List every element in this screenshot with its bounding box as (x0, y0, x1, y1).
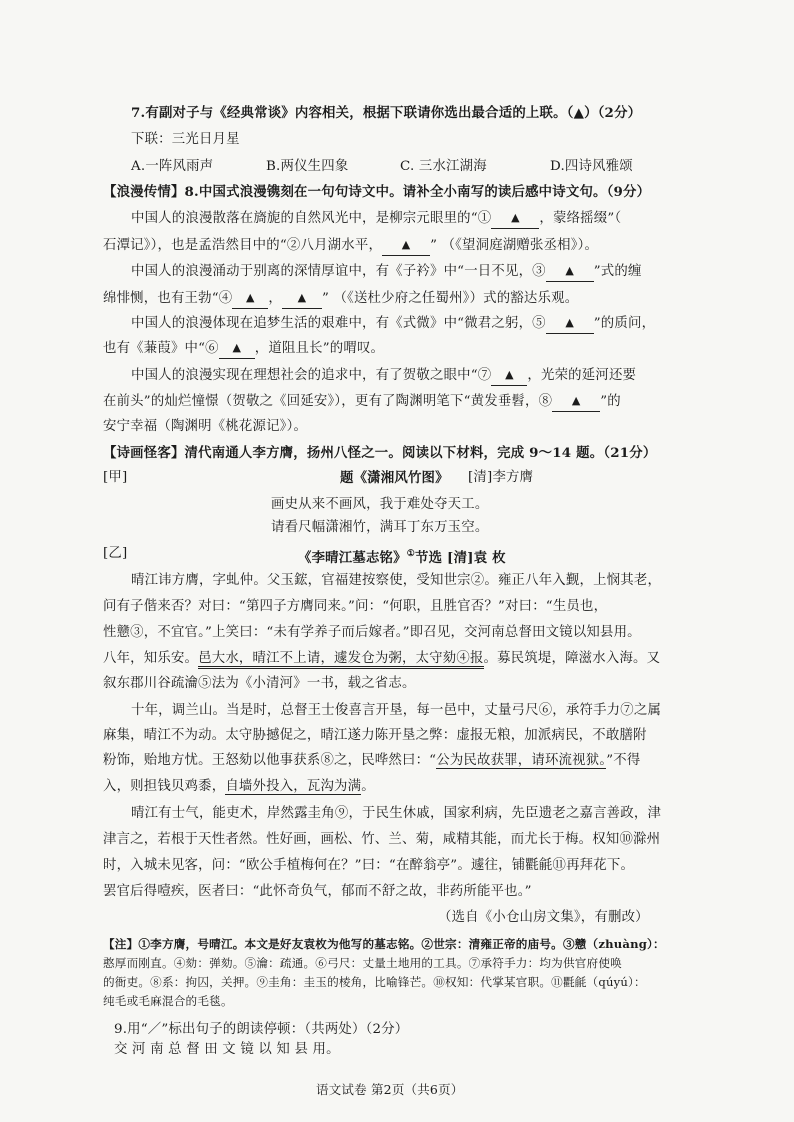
q8-p2-line2 (103, 289, 578, 309)
jia-poem-line1: 画史从来不画风，我于难处夺天工。 (271, 497, 489, 512)
page-footer: 语文试卷 第2页（共6页） (316, 1082, 464, 1097)
blank-marker: ▲ (565, 264, 575, 277)
yi-para3-line4: 罢官后得噎疾，医者曰：“此怀奇负气，郁而不舒之故，非药所能平也。” (103, 884, 532, 899)
answer-blank-4a[interactable] (232, 289, 268, 309)
blank-marker: ▲ (232, 341, 242, 354)
yi-para3-line3: 时，入城未见客，问：“欧公手植梅何在？”曰：“在醉翁亭”。遽往，铺氍毹⑪再拜花下。 (103, 858, 635, 873)
answer-blank-4b[interactable] (282, 289, 322, 309)
q7-option-c: C. 三水江湖海 (400, 159, 487, 174)
answer-blank-8[interactable] (552, 392, 600, 412)
q7-option-b: B.两仪生四象 (266, 159, 349, 174)
yi-text: 入，则担钱贝鸡黍， (103, 779, 226, 794)
q8-text: ” （《送杜少府之任蜀州》）式的豁达乐观。 (321, 291, 579, 306)
answer-blank-7[interactable] (491, 366, 527, 386)
underlined-sentence-3: 自墙外投入，瓦沟为满 (225, 779, 362, 794)
yi-para3-line2: 津言之，若根于天性者然。性好画，画松、竹、兰、菊，咸精其能，而尤长于梅。权知⑩滁州 (103, 832, 661, 847)
q8-text: 石潭记》），也是孟浩然目中的“②八月湖水平， (103, 238, 383, 253)
q7-xialian: 下联：三光日月星 (131, 132, 240, 147)
q8-p1-line2 (103, 236, 598, 256)
answer-blank-5[interactable] (546, 314, 594, 334)
yi-para1-line5: 叙东郡川谷疏瀹⑤法为《小清河》一书，载之省志。 (103, 676, 416, 691)
q8-header: 【浪漫传情】8.中国式浪漫镌刻在一句句诗文中。请补全小南写的读后感中诗文句。（9分） (103, 184, 651, 200)
notes-line2: 憨厚而刚直。④劾：弹劾。⑤瀹：疏通。⑥弓尺：丈量土地用的工具。⑦承符手力：均为供官府使唤 (103, 956, 622, 970)
answer-blank-2[interactable] (382, 236, 430, 256)
yi-para2-line1: 十年，调兰山。当是时，总督王士俊喜言开垦，每一邑中，丈量弓尺⑥，承符手力⑦之属 (131, 703, 662, 718)
jia-label: [甲] (103, 470, 128, 485)
blank-marker: ▲ (297, 291, 307, 304)
notes-line4: 纯毛或毛麻混合的毛毯。 (103, 994, 233, 1008)
yi-title-main: 《李晴江墓志铭》 (298, 550, 407, 566)
notes-line1: 【注】①李方膺，号晴江。本文是好友袁枚为他写的墓志铭。②世宗：清雍正帝的庙号。③戆（zhuàng）： (103, 937, 665, 951)
q8-p4-line2 (103, 392, 621, 412)
q8-text: 中国人的浪漫体现在追梦生活的艰难中，有《式微》中“微君之躬，⑤ (131, 316, 546, 331)
q8-text: 绵悱恻，也有王勃“④ (103, 291, 233, 306)
q8-p4-line3: 安宁幸福（陶渊明《桃花源记》）。 (103, 419, 308, 434)
blank-marker: ▲ (565, 316, 575, 329)
underlined-sentence-1: 邑大水，晴江不上请，遽发仓为粥，太守劾④报 (198, 651, 483, 669)
yi-text: 。 (361, 779, 375, 794)
q8-text: 中国人的浪漫实现在理想社会的追求中，有了贺敬之眼中“⑦ (131, 368, 492, 383)
answer-blank-6[interactable] (219, 339, 255, 359)
yi-para1-line3: 性戆③，不宜官。”上笑曰：“未有学养子而后嫁者。”即召见，交河南总督田文镜以知县用。 (103, 625, 641, 640)
yi-para1-line4 (103, 650, 660, 668)
q8-p4-line1 (131, 366, 636, 386)
q8-p1-line1 (131, 209, 621, 229)
q8-text: ”的 (600, 394, 621, 409)
yi-para1-line2: 问有子偕来否？对曰：“第四子方膺同来。”问：“何职，且胜官否？”对曰：“生员也， (103, 599, 608, 614)
q7-option-a: A.一阵风雨声 (131, 159, 214, 174)
q8-text: 也有《蒹葭》中“⑥ (103, 341, 219, 356)
q8-text: ”式的缠 (593, 264, 642, 279)
q8-text: ， (268, 291, 282, 306)
jia-author: [清]李方膺 (468, 470, 534, 485)
yi-title-rest: 节选 [清]袁 枚 (415, 550, 506, 566)
q8-p3-line1 (131, 314, 655, 334)
yi-text: 粉饰，贻地方忧。王怒劾以他事获系⑧之，民哗然曰：“ (103, 753, 437, 768)
yi-title-footnote-marker: ① (406, 549, 416, 559)
notes-line3: 的衙吏。⑧系：拘囚，关押。⑨圭角：圭玉的棱角，比喻锋芒。⑩权知：代掌某官职。⑪氍毹（qúyú）： (103, 975, 646, 989)
q8-text: 中国人的浪漫散落在旖旎的自然风光中，是柳宗元眼里的“① (131, 211, 492, 226)
answer-blank-1[interactable] (491, 209, 539, 229)
q8-text: 中国人的浪漫涌动于别离的深情厚谊中，有《子衿》中“一日不见，③ (131, 264, 546, 279)
q8-text: 在前头”的灿烂憧憬（贺敬之《回延安》），更有了陶渊明笔下“黄发垂髫，⑧ (103, 394, 553, 409)
yi-para3-line1: 晴江有士气，能吏术，岸然露圭角⑨，于民生休戚，国家利病，先臣遗老之嘉言善政，津 (131, 806, 662, 821)
q8-text: ，光荣的延河还要 (527, 368, 637, 383)
yi-para1-line1: 晴江讳方膺，字虬仲。父玉鋐，官福建按察使，受知世宗②。雍正八年入觐，上悯其老， (131, 573, 662, 588)
q9-sentence[interactable]: 交 河 南 总 督 田 文 镜 以 知 县 用。 (114, 1042, 340, 1057)
q8-text: ，道阻且长”的喟叹。 (254, 341, 385, 356)
blank-marker: ▲ (401, 238, 411, 251)
yi-text: 。募民筑堤，障滋水入海。又 (483, 651, 661, 666)
q8-p2-line1 (131, 262, 642, 282)
yi-para2-line2: 麻集，晴江不为动。太守胁撼促之，晴江遂力陈开垦之弊：虚报无粮，加派病民，不敢膳附 (103, 728, 647, 743)
yi-label: [乙] (103, 546, 128, 561)
blank-marker: ▲ (511, 211, 520, 224)
q8-p3-line2 (103, 339, 384, 359)
q8-text: ，蒙络摇缀”（ (539, 211, 622, 226)
q8-text: ” （《望洞庭湖赠张丞相》）。 (430, 238, 599, 253)
yi-para2-line4 (103, 778, 375, 796)
yi-para2-line3 (103, 752, 640, 770)
blank-marker: ▲ (505, 368, 514, 381)
yi-source: （选自《小仓山房文集》，有删改） (438, 910, 649, 925)
blank-marker: ▲ (571, 394, 581, 407)
underlined-sentence-2: 公为民故获罪，请环流视狱。 (436, 753, 607, 768)
q9-stem: 9.用“／”标出句子的朗读停顿：（共两处）（2分） (114, 1022, 409, 1037)
yi-title (298, 545, 506, 567)
q7-option-d: D.四诗风雅颂 (550, 159, 633, 174)
section-header: 【诗画怪客】清代南通人李方膺，扬州八怪之一。阅读以下材料，完成 9～14 题。（21分） (103, 445, 657, 461)
q7-stem: 7.有副对子与《经典常谈》内容相关，根据下联请你选出最合适的上联。（▲）（2分） (131, 105, 642, 121)
blank-marker: ▲ (246, 291, 255, 304)
yi-text: ”不得 (606, 753, 641, 768)
q8-text: ”的质问， (593, 316, 656, 331)
jia-title: 题《潇湘风竹图》 (340, 470, 449, 486)
jia-poem-line2: 请看尺幅潇湘竹，满耳丁东万玉空。 (271, 520, 489, 535)
answer-blank-3[interactable] (546, 262, 594, 282)
yi-text: 八年，知乐安。 (103, 651, 199, 666)
